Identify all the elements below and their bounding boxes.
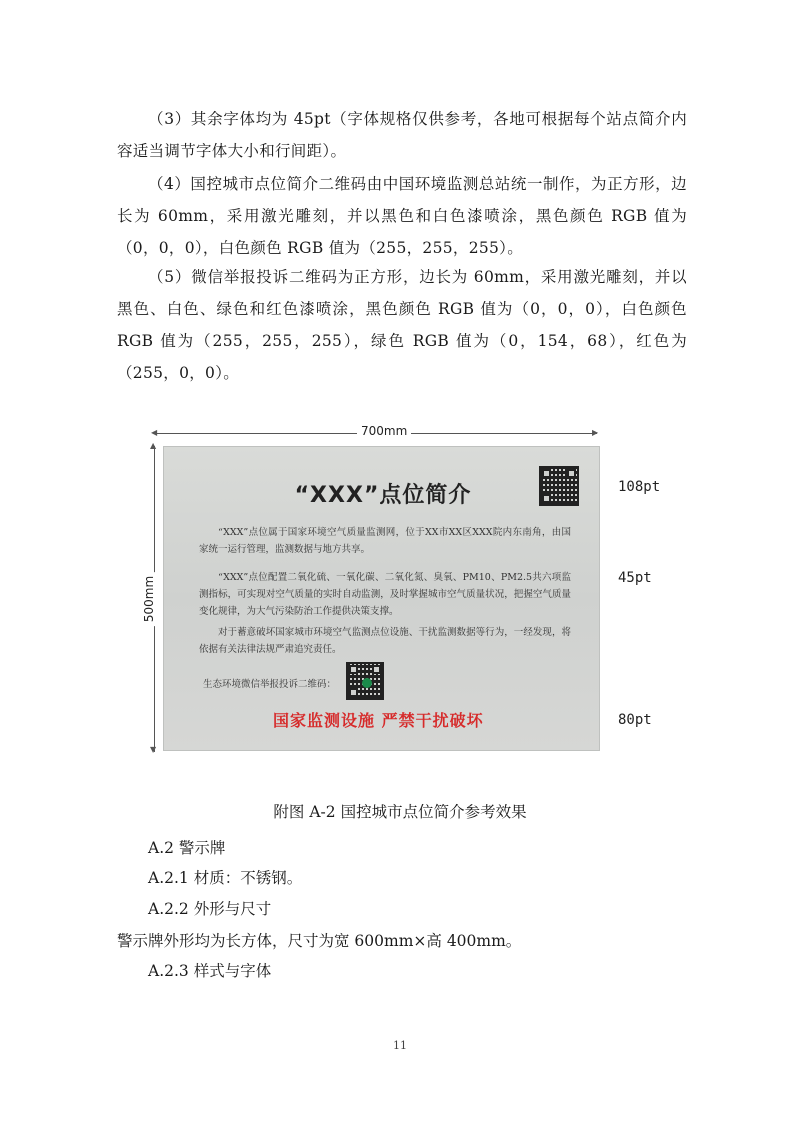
arrow-right-icon: ▶ [592,428,599,437]
section-heading-a2: A.2 警示牌 [148,839,226,857]
sign-title: “XXX”点位简介 [294,483,472,508]
warning-sign-size-text: 警示牌外形均为长方体，尺寸为宽 600mm×高 400mm。 [117,932,522,950]
sign-qr-label: 生态环境微信举报投诉二维码： [203,679,337,690]
qr-finder-mark [372,665,381,674]
width-label: 700mm [357,424,411,438]
arrow-down-icon: ▼ [150,745,157,754]
qr-finder-mark [567,469,576,478]
sign-paragraph-location: “XXX”点位属于国家环境空气质量监测网，位于XX市XX区XXX院内东南角，由国家统一运行管理，监测数据与地方共享。 [199,527,571,555]
section-heading-a22: A.2.2 外形与尺寸 [148,900,272,918]
qr-finder-mark [542,469,551,478]
height-label: 500mm [142,572,156,626]
paragraph-font-size: （3）其余字体均为 45pt（字体规格仅供参考，各地可根据每个站点简介内容适当调节字体大小和行间距）。 [117,110,687,160]
section-heading-a23: A.2.3 样式与字体 [148,962,272,980]
paragraph-qr-code-spec: （4）国控城市点位简介二维码由中国环境监测总站统一制作，为正方形，边长为 60mm，采用激光雕刻，并以黑色和白色漆喷涂，黑色颜色 RGB 值为（0，0，0），白色颜色 RGB 值为（255，255，255）。 [117,175,687,257]
wechat-report-qr-code [346,662,384,700]
sign-paragraph-warning: 对于蓄意破坏国家城市环境空气监测点位设施、干扰监测数据等行为，一经发现，将依据有关法律法规严肃追究责任。 [199,627,571,655]
pt-label-body: 45pt [618,570,652,586]
arrow-left-icon: ◀ [151,428,158,437]
qr-finder-mark [542,494,551,503]
paragraph-wechat-qr-spec: （5）微信举报投诉二维码为正方形，边长为 60mm，采用激光雕刻，并以黑色、白色、绿色和红色漆喷涂，黑色颜色 RGB 值为（0，0，0），白色颜色 RGB 值为（255，255，255），绿色 RGB 值为（0，154，68），红色为（255，0，0）。 [117,268,687,382]
arrow-up-icon: ▲ [150,441,157,450]
pt-label-footer: 80pt [618,712,652,728]
section-heading-a21: A.2.1 材质：不锈钢。 [148,869,303,887]
sign-preview [163,446,600,751]
figure-caption: 附图 A-2 国控城市点位简介参考效果 [273,803,527,821]
qr-center-logo-icon [362,678,372,688]
site-qr-code [539,466,579,506]
qr-finder-mark [349,665,358,674]
sign-paragraph-indicators: “XXX”点位配置二氧化硫、一氧化碳、二氧化氮、臭氧、PM10、PM2.5共六项监测指标，可实现对空气质量的实时自动监测，及时掌握城市空气质量状况，把握空气质量变化规律，为大气污染防治工作提供决策支撑。 [199,572,571,617]
pt-label-title: 108pt [618,479,661,495]
qr-finder-mark [349,688,358,697]
sign-footer-warning: 国家监测设施 严禁干扰破坏 [273,711,484,730]
page-number: 11 [393,1039,407,1052]
